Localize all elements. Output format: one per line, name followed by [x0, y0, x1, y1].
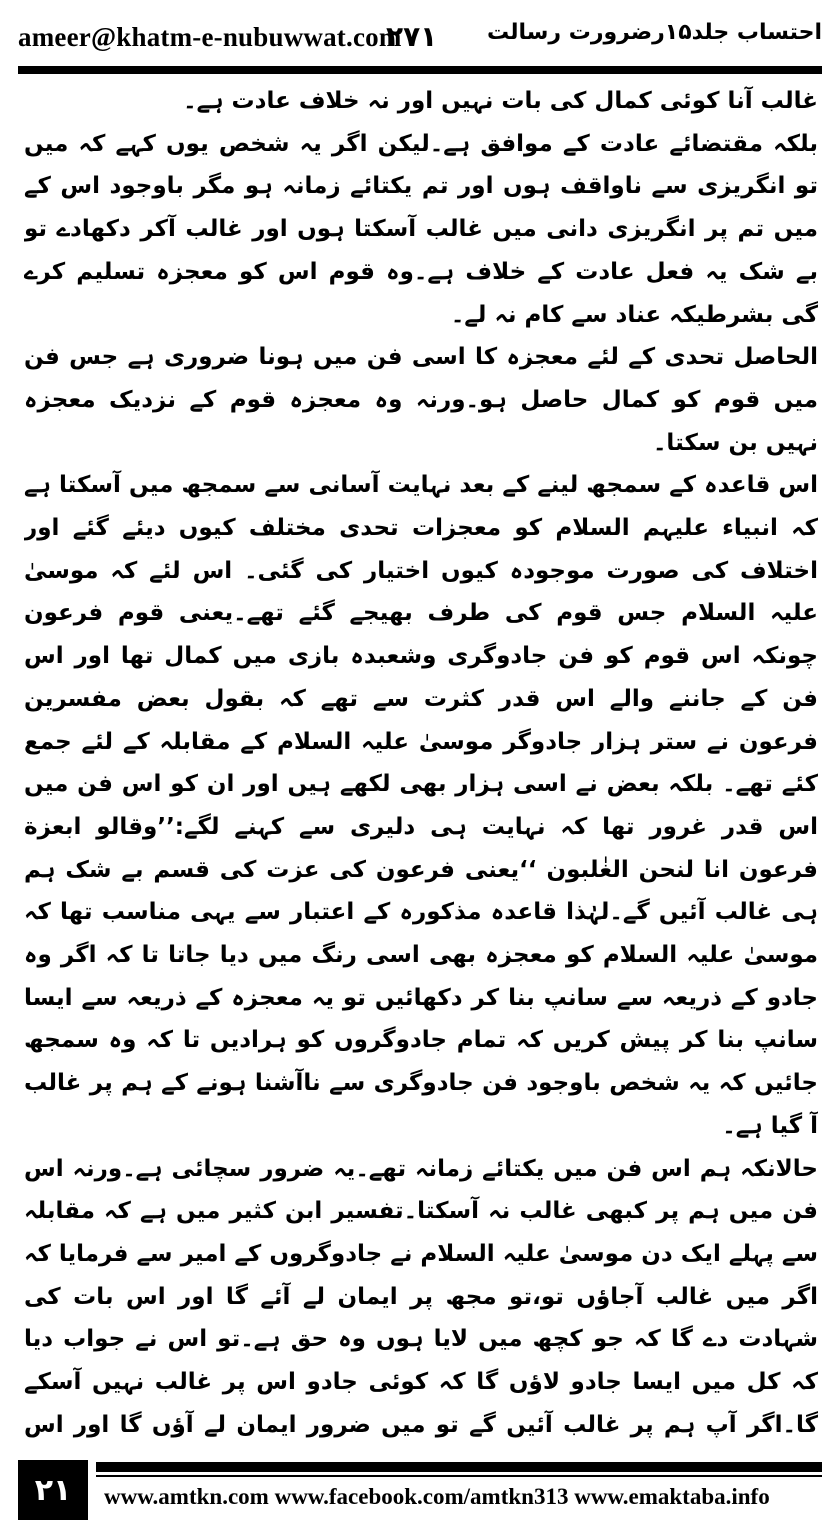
header-rule	[18, 66, 822, 74]
paragraph-3: الحاصل تحدی کے لئے معجزہ کا اسی فن میں ہونا ضروری ہے جس فن میں قوم کو کمال حاصل ہو۔ورنہ وہ معجزہ قوم کے نزدیک معجزہ نہیں بن سکتا۔	[24, 344, 818, 456]
footer-rule-thin	[96, 1475, 822, 1477]
footer-rule	[96, 1462, 822, 1472]
paragraph-2: بلکہ مقتضائے عادت کے موافق ہے۔لیکن اگر یہ شخص یوں کہے کہ میں تو انگریزی سے ناواقف ہوں اور تم یکتائے زمانہ ہو مگر باوجود اس کے میں تم پر انگریزی دانی میں غالب آسکتا ہوں اور غالب آکر دکھادے تو بے شک یہ فعل عادت کے خلاف ہے۔وہ قوم اس کو معجزہ تسلیم کرے گی بشرطیکہ عناد سے کام نہ لے۔	[24, 130, 818, 328]
page-header	[18, 18, 822, 64]
page-footer	[18, 1462, 822, 1532]
paragraph-5: حالانکہ ہم اس فن میں یکتائے زمانہ تھے۔یہ ضرور سچائی ہے۔ورنہ اس فن میں ہم پر کبھی غالب نہ آسکتا۔تفسیر ابن کثیر میں ہے کہ مقابلہ سے پہلے ایک دن موسیٰ علیہ السلام نے جادوگروں کے امیر سے فرمایا کہ اگر میں غالب آجاؤں تو،تو مجھ پر ایمان لے آئے گا اور اس بات کی شہادت دے گا کہ جو کچھ میں لایا ہوں وہ حق ہے۔تو اس نے جواب دیا کہ کل میں ایسا جادو لاؤں گا کہ کوئی جادو اس پر غالب نہیں آسکے گا۔اگر آپ ہم پر غالب آئیں گے تو میں ضرور ایمان لے آؤں گا اور اس	[24, 1155, 818, 1438]
footer-page-number: ۲۱	[18, 1460, 88, 1520]
paragraph-4: اس قاعدہ کے سمجھ لینے کے بعد نہایت آسانی سے سمجھ میں آسکتا ہے کہ انبیاء علیہم السلام کو معجزات تحدی مختلف کیوں دیئے گئے اور اختلاف کی صورت موجودہ کیوں اختیار کی گئی۔ اس لئے کہ موسیٰ علیہ السلام جس قوم کی طرف بھیجے گئے تھے۔یعنی قوم فرعون چونکہ اس قوم کو فن جادوگری وشعبدہ بازی میں کمال تھا اور اس فن کے جاننے والے اس قدر کثرت سے تھے کہ بقول بعض مفسرین فرعون نے ستر ہزار جادوگر موسیٰ علیہ السلام کے مقابلہ کے لئے جمع کئے تھے۔ بلکہ بعض نے اسی ہزار بھی لکھے ہیں اور ان کو اس فن میں اس قدر غرور تھا کہ نہایت ہی دلیری سے کہنے لگے:’’وقالو ابعزة فرعون انا لنحن الغٰلبون ‘‘یعنی فرعون کی عزت کی قسم بے شک ہم ہی غالب آئیں گے۔لہٰذا قاعدہ مذکورہ کے اعتبار سے یہی مناسب تھا کہ موسیٰ علیہ السلام کو معجزہ بھی اسی رنگ میں دیا جاتا تا کہ اگر وہ جادو کے ذریعہ سے سانپ بنا کر دکھائیں تو یہ معجزہ کے ذریعہ سے ایسا سانپ بنا کر پیش کریں کہ تمام جادوگروں کو ہرادیں تا کہ وہ سمجھ جائیں کہ یہ شخص باوجود فن جادوگری سے ناآشنا ہونے کے ہم پر غالب آ گیا ہے۔	[24, 472, 818, 1139]
footer-urls: www.amtkn.com www.facebook.com/amtkn313 www.emaktaba.info	[104, 1484, 770, 1509]
header-email: ameer@khatm-e-nubuwwat.com	[18, 22, 402, 52]
body-text	[24, 80, 818, 1452]
paragraph-1: غالب آنا کوئی کمال کی بات نہیں اور نہ خلاف عادت ہے۔	[183, 88, 818, 114]
header-page-number: ۲۷۱	[386, 20, 438, 53]
header-book-title: احتساب جلد۱۵رضرورت رسالت	[486, 20, 822, 45]
